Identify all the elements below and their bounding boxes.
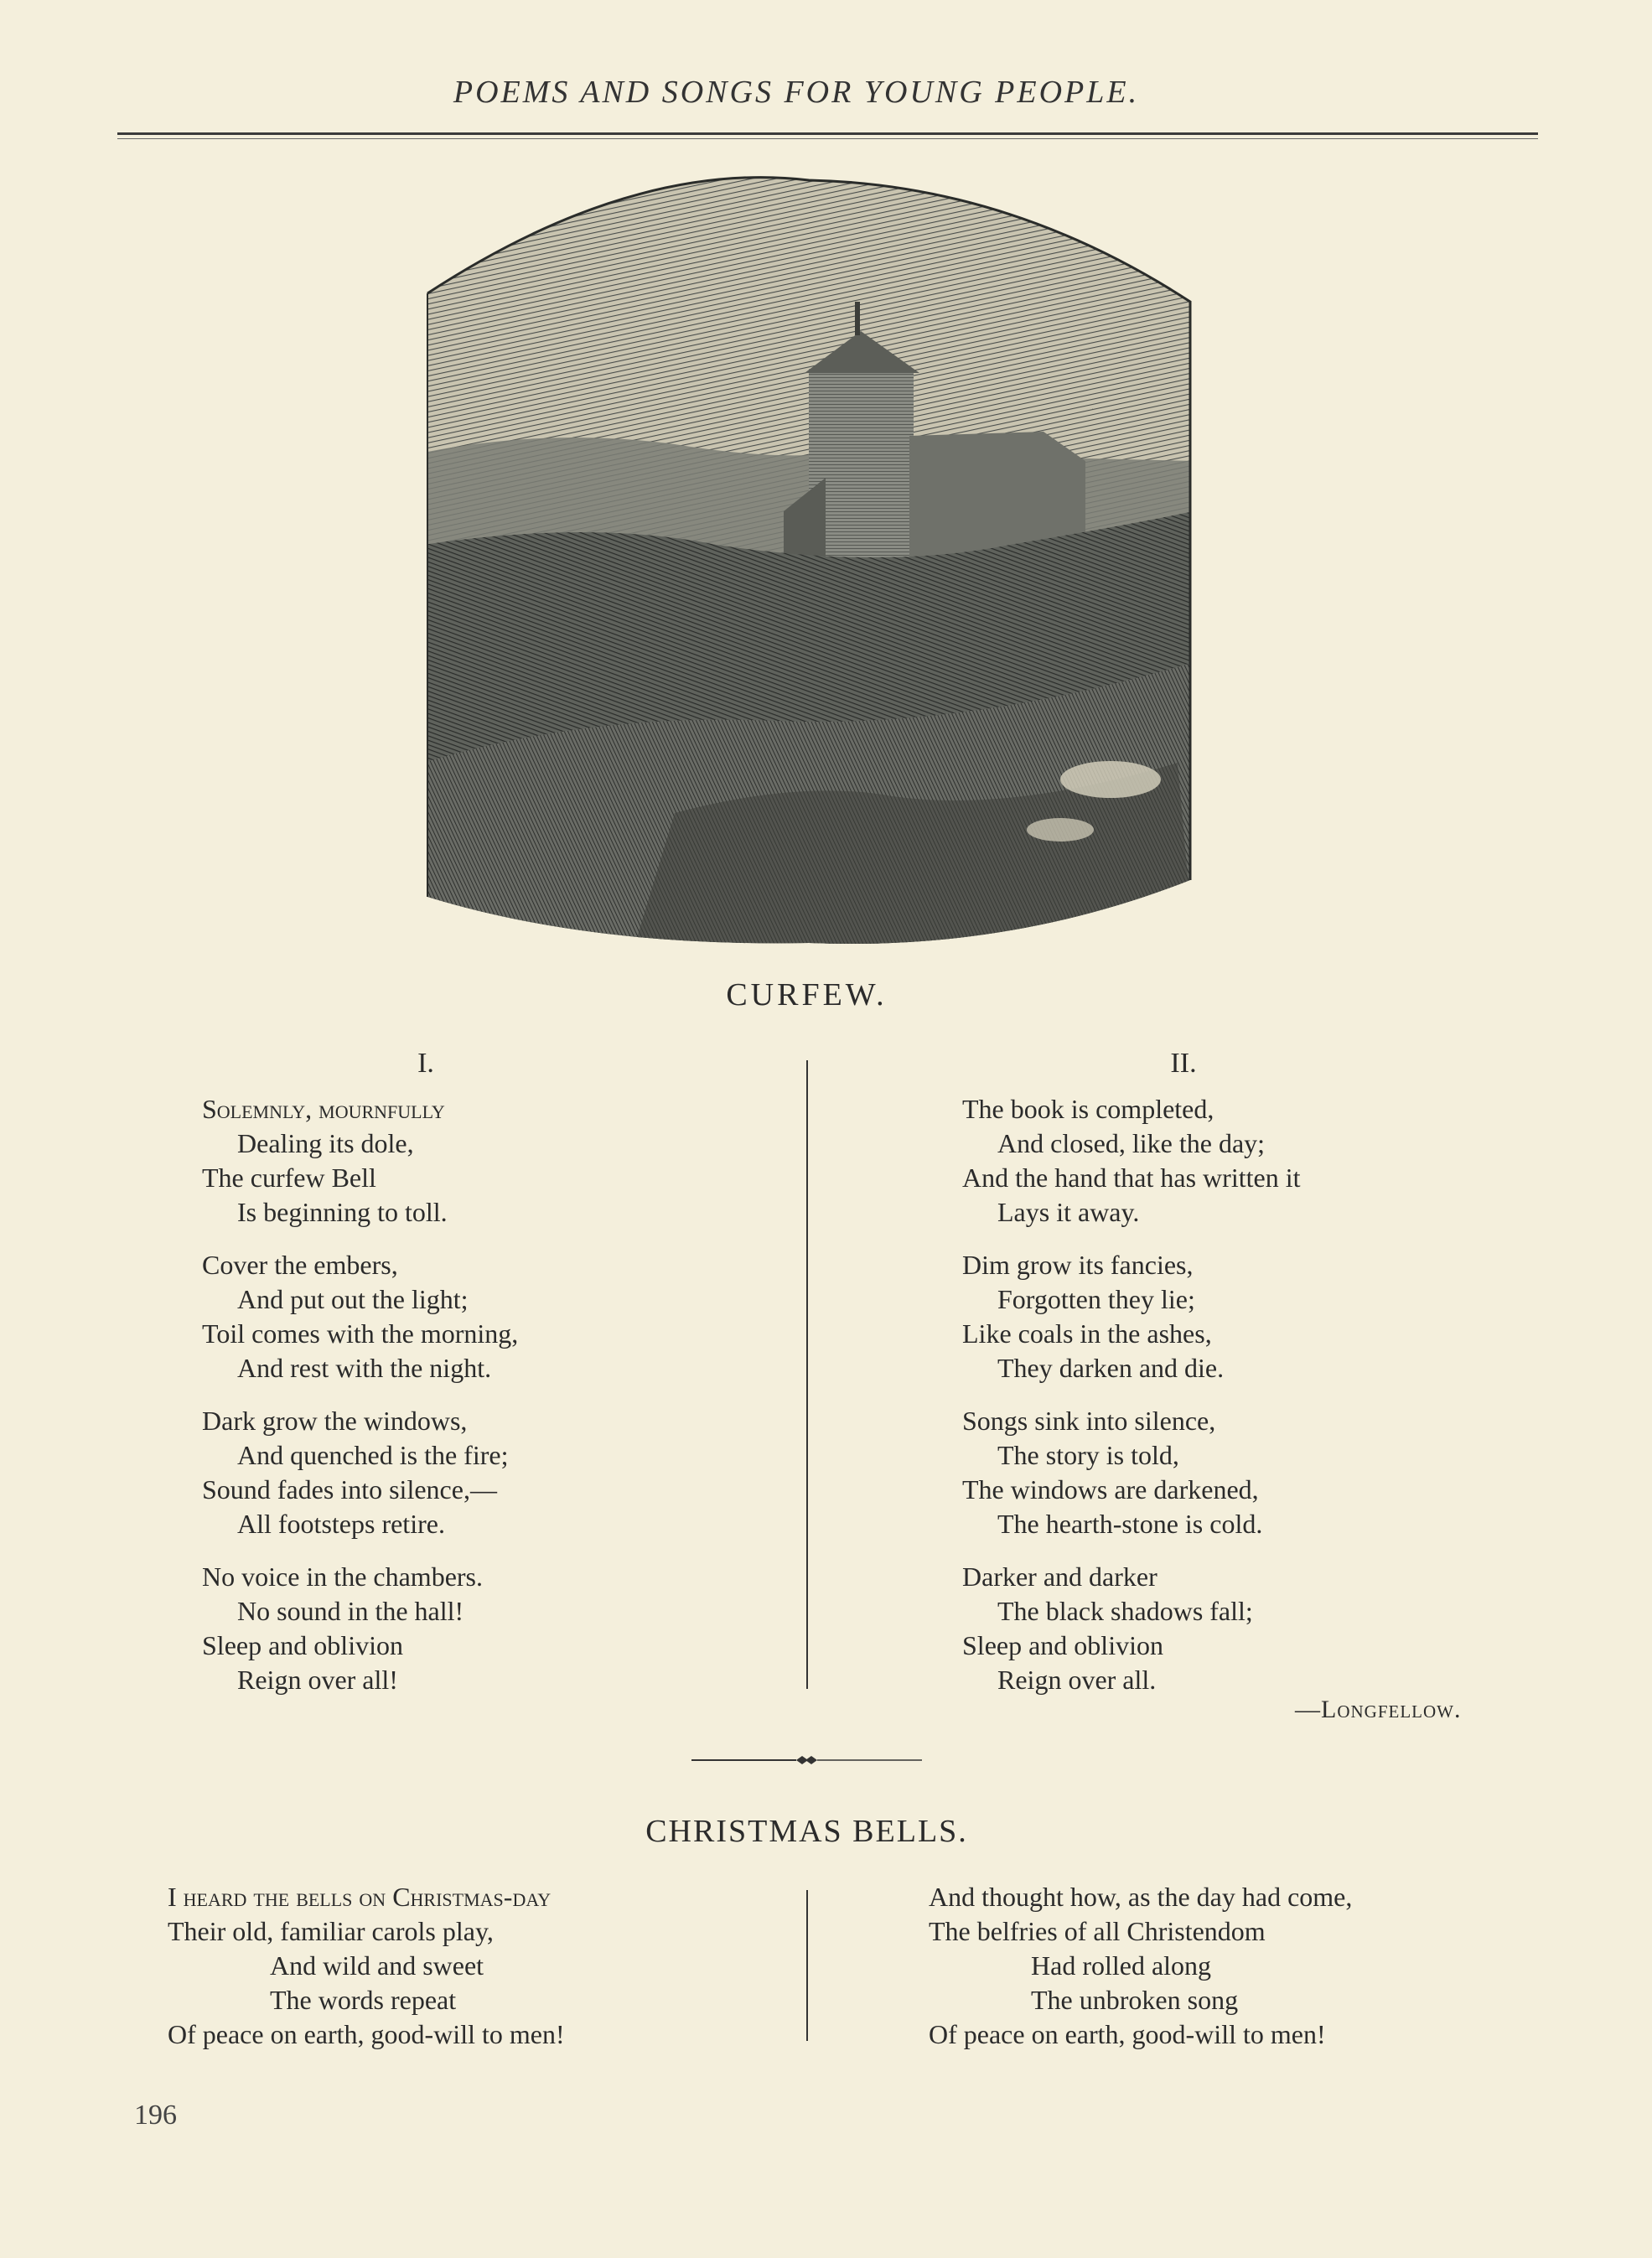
poem-line: Forgotten they lie; — [997, 1284, 1195, 1314]
column-divider — [806, 1060, 808, 1689]
poem-line: Lays it away. — [997, 1197, 1140, 1227]
christmas-bells-stanza-left — [168, 1880, 565, 2052]
poem-line: Of peace on earth, good-will to men! — [929, 2019, 1326, 2049]
poem-line: Sound fades into silence,— — [202, 1474, 497, 1504]
part-1-numeral: I. — [417, 1048, 434, 1079]
poem-line: All footsteps retire. — [237, 1509, 445, 1539]
curfew-stanza — [962, 1560, 1253, 1697]
poem-line: The story is told, — [997, 1440, 1179, 1470]
poem-line: Reign over all. — [997, 1665, 1157, 1695]
poem-line: The belfries of all Christendom — [929, 1916, 1266, 1946]
poem-line: And quenched is the fire; — [237, 1440, 509, 1470]
poem-line: The windows are darkened, — [962, 1474, 1259, 1504]
curfew-stanza — [962, 1092, 1300, 1230]
poem-line: Had rolled along — [1031, 1950, 1212, 1981]
poem-line: No voice in the chambers. — [202, 1561, 483, 1592]
poem-line: Their old, familiar carols play, — [168, 1916, 494, 1946]
curfew-stanza — [962, 1248, 1224, 1385]
poem-line: Reign over all! — [237, 1665, 398, 1695]
curfew-stanza — [962, 1404, 1262, 1541]
poem-line: The book is completed, — [962, 1094, 1214, 1124]
running-header: POEMS AND SONGS FOR YOUNG PEOPLE. — [453, 75, 1140, 110]
poem-line: Cover the embers, — [202, 1250, 398, 1280]
poem-line: Dark grow the windows, — [202, 1406, 468, 1436]
poem-line: And thought how, as the day had come, — [929, 1882, 1353, 1912]
curfew-title: CURFEW. — [726, 977, 888, 1012]
poem-line: The curfew Bell — [202, 1163, 376, 1193]
poem-line: Like coals in the ashes, — [962, 1318, 1212, 1349]
part-2-numeral: II. — [1170, 1048, 1197, 1079]
poem-line: And rest with the night. — [237, 1353, 492, 1383]
poem-line: And the hand that has written it — [962, 1163, 1301, 1193]
poem-attribution: —Longfellow. — [1295, 1696, 1462, 1723]
poem-line: Of peace on earth, good-will to men! — [168, 2019, 565, 2049]
poem-line: And put out the light; — [237, 1284, 469, 1314]
ornamental-divider — [691, 1752, 922, 1769]
poem-line: They darken and die. — [997, 1353, 1225, 1383]
header-rule — [117, 132, 1538, 135]
poem-line: And closed, like the day; — [997, 1128, 1266, 1158]
poem-line: Darker and darker — [962, 1561, 1157, 1592]
poem-line: Is beginning to toll. — [237, 1197, 448, 1227]
poem-line: Solemnly, mournfully — [202, 1094, 445, 1124]
poem-line: The words repeat — [270, 1985, 457, 2015]
poem-line: And wild and sweet — [270, 1950, 484, 1981]
poem-line: Dim grow its fancies, — [962, 1250, 1194, 1280]
poem-line: Dealing its dole, — [237, 1128, 414, 1158]
column-divider — [806, 1890, 808, 2041]
curfew-stanza — [202, 1092, 448, 1230]
christmas-bells-title: CHRISTMAS BELLS. — [645, 1814, 968, 1849]
poem-line: Sleep and oblivion — [202, 1630, 403, 1660]
curfew-stanza — [202, 1248, 518, 1385]
curfew-stanza — [202, 1404, 508, 1541]
poem-line: The hearth-stone is cold. — [997, 1509, 1263, 1539]
poem-line: Toil comes with the morning, — [202, 1318, 519, 1349]
page-number: 196 — [134, 2100, 177, 2131]
poem-line: I heard the bells on Christmas-day — [168, 1882, 552, 1912]
header-rule-thin — [117, 138, 1538, 139]
poem-line: No sound in the hall! — [237, 1596, 464, 1626]
poem-line: Songs sink into silence, — [962, 1406, 1216, 1436]
poem-line: The unbroken song — [1031, 1985, 1239, 2015]
church-engraving-illustration — [423, 176, 1194, 951]
curfew-stanza — [202, 1560, 483, 1697]
poem-line: Sleep and oblivion — [962, 1630, 1163, 1660]
poem-line: The black shadows fall; — [997, 1596, 1253, 1626]
christmas-bells-stanza-right — [929, 1880, 1352, 2052]
